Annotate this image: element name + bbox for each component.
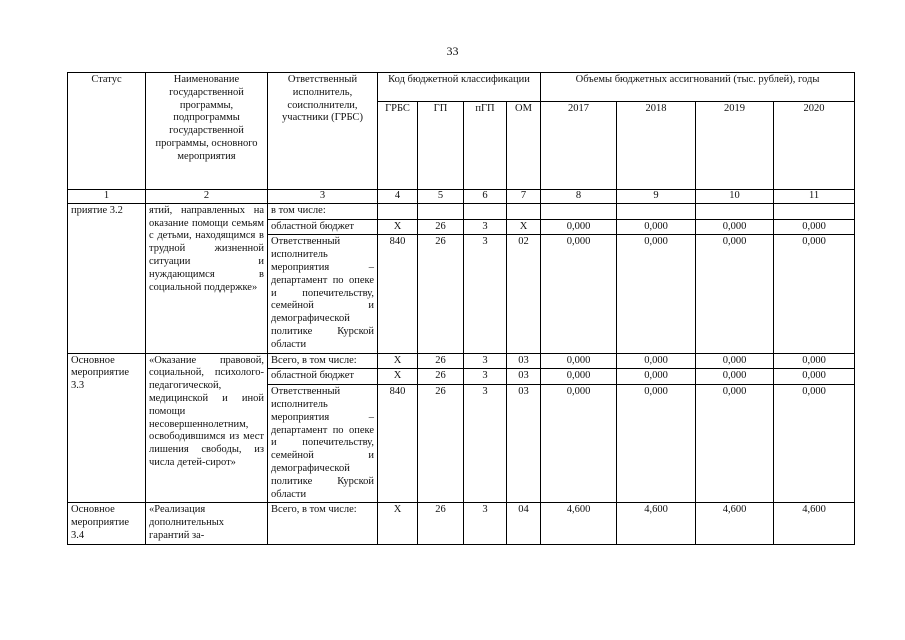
om-cell: 02 — [507, 235, 541, 353]
amount-cell: 4,600 — [617, 503, 696, 544]
amount-cell — [617, 203, 696, 219]
gp-cell: 26 — [418, 503, 464, 544]
header-grbs: ГРБС — [378, 102, 418, 190]
amount-cell: 0,000 — [774, 369, 855, 385]
column-number: 1 — [68, 190, 146, 204]
gp-cell: 26 — [418, 385, 464, 503]
header-program-name: Наименование государственной программы, подпрограммы государственной программы, основного мероприятия — [146, 73, 268, 190]
om-cell — [507, 203, 541, 219]
program-name-cell: «Оказание правовой, социальной, психолого-педагогической, медицинской и иной помощи несовершеннолетним, освободившимся из мест лишения свободы, из числа детей-сирот» — [146, 353, 268, 503]
responsible-cell: Ответственный исполнитель мероприятия – департамент по опеке и попечительству, семейной и демографической политике Курской области — [268, 385, 378, 503]
amount-cell: 0,000 — [617, 369, 696, 385]
responsible-cell: областной бюджет — [268, 219, 378, 235]
gp-cell — [418, 203, 464, 219]
responsible-cell: Всего, в том числе: — [268, 353, 378, 369]
header-gp: ГП — [418, 102, 464, 190]
status-cell: Основное мероприятие 3.3 — [68, 353, 146, 503]
column-number: 11 — [774, 190, 855, 204]
amount-cell — [774, 203, 855, 219]
column-number: 4 — [378, 190, 418, 204]
grbs-cell: 840 — [378, 235, 418, 353]
grbs-cell: Х — [378, 353, 418, 369]
pgp-cell — [464, 203, 507, 219]
page-number: 33 — [446, 44, 459, 58]
column-number: 3 — [268, 190, 378, 204]
amount-cell: 0,000 — [696, 369, 774, 385]
column-numbers-row — [68, 190, 855, 204]
grbs-cell — [378, 203, 418, 219]
amount-cell: 0,000 — [617, 385, 696, 503]
amount-cell: 0,000 — [617, 353, 696, 369]
responsible-cell: в том числе: — [268, 203, 378, 219]
om-cell: 03 — [507, 385, 541, 503]
program-name-cell: ятий, направленных на оказание помощи семьям с детьми, находящимся в трудной жизненной ситуации и нуждающимся в социальной поддержке» — [146, 203, 268, 353]
column-number: 8 — [541, 190, 617, 204]
amount-cell: 0,000 — [541, 369, 617, 385]
header-om: ОМ — [507, 102, 541, 190]
column-number: 10 — [696, 190, 774, 204]
amount-cell: 0,000 — [541, 235, 617, 353]
om-cell: Х — [507, 219, 541, 235]
grbs-cell: 840 — [378, 385, 418, 503]
amount-cell: 0,000 — [696, 353, 774, 369]
grbs-cell: Х — [378, 369, 418, 385]
amount-cell: 0,000 — [696, 235, 774, 353]
table-row — [68, 503, 855, 544]
header-budget-code: Код бюджетной классификации — [378, 73, 541, 102]
amount-cell: 4,600 — [774, 503, 855, 544]
gp-cell: 26 — [418, 219, 464, 235]
amount-cell — [696, 203, 774, 219]
pgp-cell: 3 — [464, 503, 507, 544]
header-year: 2018 — [617, 102, 696, 190]
header-pgp: пГП — [464, 102, 507, 190]
amount-cell: 0,000 — [541, 385, 617, 503]
status-cell: Основное мероприятие 3.4 — [68, 503, 146, 544]
amount-cell: 4,600 — [541, 503, 617, 544]
column-number: 6 — [464, 190, 507, 204]
om-cell: 04 — [507, 503, 541, 544]
amount-cell: 0,000 — [696, 219, 774, 235]
amount-cell: 0,000 — [541, 353, 617, 369]
amount-cell: 0,000 — [774, 353, 855, 369]
amount-cell: 0,000 — [774, 235, 855, 353]
gp-cell: 26 — [418, 235, 464, 353]
amount-cell: 0,000 — [617, 235, 696, 353]
column-number: 5 — [418, 190, 464, 204]
column-number: 2 — [146, 190, 268, 204]
pgp-cell: 3 — [464, 385, 507, 503]
table-row — [68, 203, 855, 219]
grbs-cell: Х — [378, 503, 418, 544]
pgp-cell: 3 — [464, 369, 507, 385]
gp-cell: 26 — [418, 369, 464, 385]
header-status: Статус — [68, 73, 146, 190]
responsible-cell: областной бюджет — [268, 369, 378, 385]
pgp-cell: 3 — [464, 219, 507, 235]
grbs-cell: Х — [378, 219, 418, 235]
amount-cell: 0,000 — [774, 219, 855, 235]
amount-cell — [541, 203, 617, 219]
amount-cell: 4,600 — [696, 503, 774, 544]
header-volumes: Объемы бюджетных ассигнований (тыс. рублей), годы — [541, 73, 855, 102]
column-number: 9 — [617, 190, 696, 204]
column-number: 7 — [507, 190, 541, 204]
pgp-cell: 3 — [464, 353, 507, 369]
pgp-cell: 3 — [464, 235, 507, 353]
status-cell: приятие 3.2 — [68, 203, 146, 353]
table-row — [68, 353, 855, 369]
header-year: 2017 — [541, 102, 617, 190]
responsible-cell: Всего, в том числе: — [268, 503, 378, 544]
om-cell: 03 — [507, 353, 541, 369]
header-year: 2019 — [696, 102, 774, 190]
om-cell: 03 — [507, 369, 541, 385]
gp-cell: 26 — [418, 353, 464, 369]
amount-cell: 0,000 — [774, 385, 855, 503]
header-responsible: Ответственный исполнитель, соисполнители, участники (ГРБС) — [268, 73, 378, 190]
amount-cell: 0,000 — [541, 219, 617, 235]
table-header — [68, 73, 855, 190]
header-year: 2020 — [774, 102, 855, 190]
amount-cell: 0,000 — [696, 385, 774, 503]
responsible-cell: Ответственный исполнитель мероприятия – департамент по опеке и попечительству, семейной и демографической политике Курской области — [268, 235, 378, 353]
program-name-cell: «Реализация дополнительных гарантий за- — [146, 503, 268, 544]
amount-cell: 0,000 — [617, 219, 696, 235]
budget-allocation-table — [67, 72, 855, 545]
